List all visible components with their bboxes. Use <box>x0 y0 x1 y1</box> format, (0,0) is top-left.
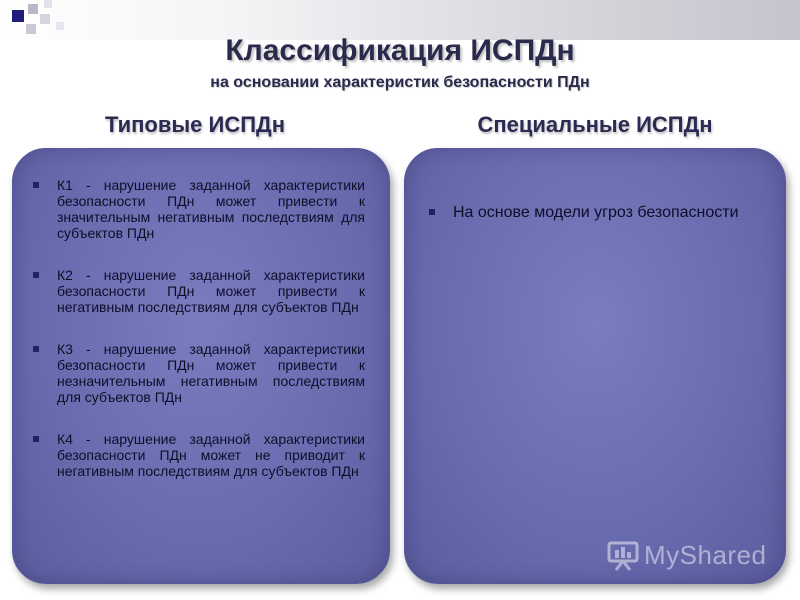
bullet-icon <box>33 436 39 442</box>
list-item <box>31 431 365 479</box>
presentation-board-icon <box>606 538 640 572</box>
list-item <box>31 341 365 405</box>
slide-title: Классификация ИСПДн <box>225 34 575 67</box>
left-bullet-list <box>31 177 365 505</box>
watermark-text: MyShared <box>644 539 767 570</box>
list-item <box>31 267 365 315</box>
bullet-icon <box>429 209 435 215</box>
bullet-icon <box>33 182 39 188</box>
left-panel <box>12 148 390 584</box>
list-item <box>427 203 747 222</box>
decor-square <box>26 24 36 34</box>
left-column-heading: Типовые ИСПДн <box>105 112 285 137</box>
slide-subtitle: на основании характеристик безопасности ПДн <box>210 74 590 91</box>
bullet-icon <box>33 346 39 352</box>
watermark <box>606 538 767 572</box>
list-item-text: К2 - нарушение заданной характеристики безопасности ПДн может привести к негативным последствиям для субъектов ПДн <box>57 267 365 315</box>
right-bullet-list <box>427 203 747 222</box>
list-item-text: К3 - нарушение заданной характеристики безопасности ПДн может привести к незначительным негативным последствиям для субъектов ПДн <box>57 341 365 405</box>
decor-square <box>56 22 64 30</box>
decor-square <box>40 14 50 24</box>
bullet-icon <box>33 272 39 278</box>
right-panel <box>404 148 786 584</box>
decor-square <box>12 10 24 22</box>
list-item-text: К1 - нарушение заданной характеристики безопасности ПДн может привести к значительным негативным последствиям для субъектов ПДн <box>57 177 365 241</box>
list-item-text: На основе модели угроз безопасности <box>453 204 739 221</box>
list-item <box>31 177 365 241</box>
decor-square <box>44 0 52 8</box>
decor-square <box>28 4 38 14</box>
list-item-text: К4 - нарушение заданной характеристики безопасности ПДн может не приводит к негативным последствиям для субъектов ПДн <box>57 431 365 479</box>
right-column-heading: Специальные ИСПДн <box>477 112 713 137</box>
